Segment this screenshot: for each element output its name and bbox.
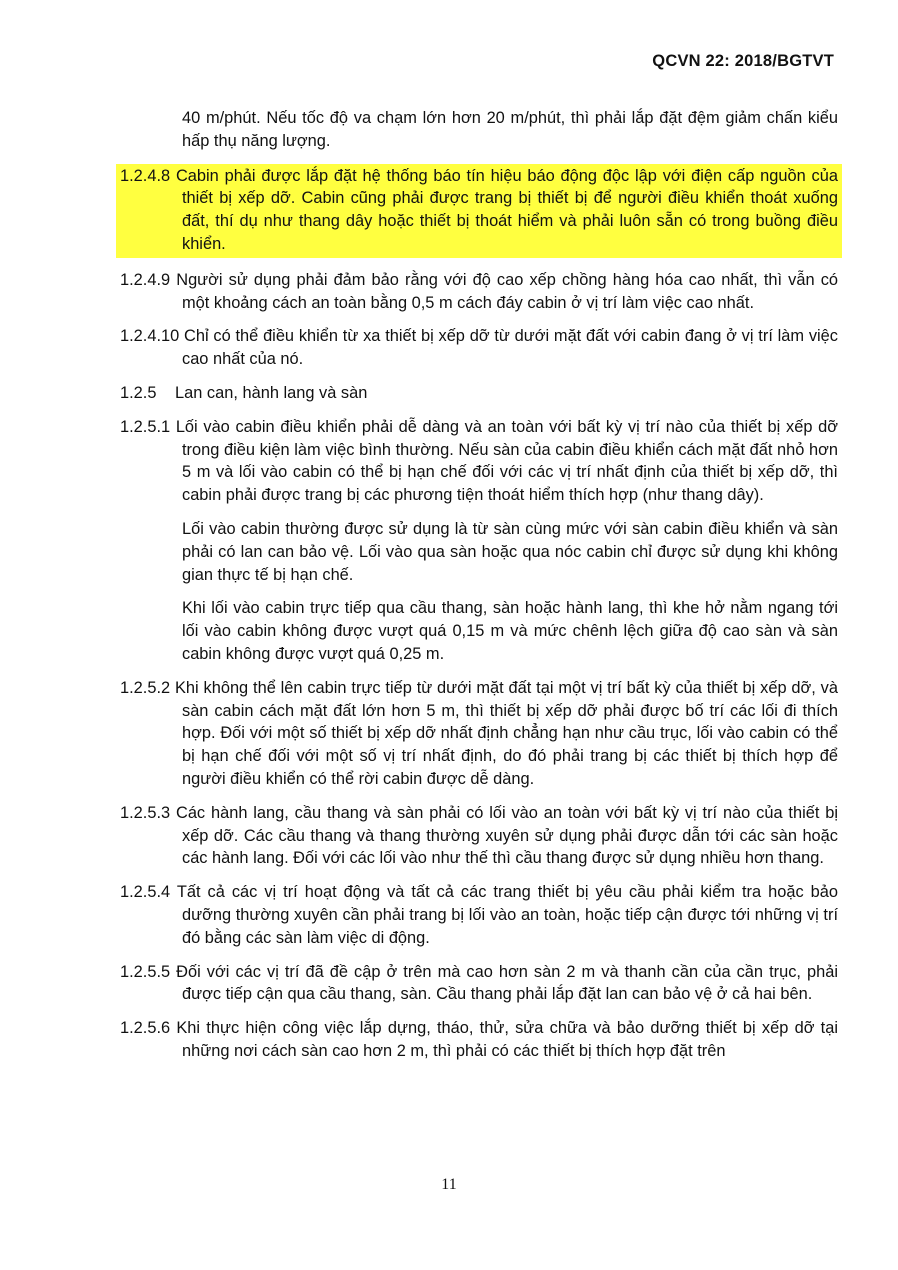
paragraph-continuation	[120, 107, 838, 153]
page-number: 11	[441, 1176, 457, 1193]
paragraph-text: Các hành lang, cầu thang và sàn phải có lối vào an toàn với bất kỳ vị trí nào của thiết bị xếp dỡ. Các cầu thang và thang thường xuyên sử dụng phải được dẫn tới các sàn hoặc các hành lang. Đối với các lối vào như thế thì cầu thang được sử dụng nhiều hơn thang.	[175, 803, 838, 868]
section-number: 1.2.5.2	[120, 678, 171, 697]
paragraph-1-2-5-5	[120, 961, 838, 1007]
paragraph-text: Cabin phải được lắp đặt hệ thống báo tín hiệu báo động độc lập với điện cấp nguồn của thiết bị xếp dỡ. Cabin cũng phải được trang bị thiết bị để người điều khiển thoát xuống đất, thí dụ như thang dây hoặc thiết bị thoát hiểm và phải luôn sẵn có trong buồng điều khiển.	[175, 166, 838, 253]
paragraph-1-2-4-9	[120, 269, 838, 315]
paragraph-text: Tất cả các vị trí hoạt động và tất cả các trang thiết bị yêu cầu phải kiểm tra hoặc bảo dưỡng thường xuyên cần phải trang bị lối vào an toàn, hoặc tiếp cận được tới những vị trí đó bằng các sàn làm việc di động.	[176, 883, 838, 947]
section-number: 1.2.5.4	[120, 883, 171, 902]
paragraph-text: Lối vào cabin điều khiển phải dễ dàng và an toàn với bất kỳ vị trí nào của thiết bị xếp dỡ trong điều kiện làm việc bình thường. Nếu sàn của cabin điều khiển cách mặt đất nhỏ hơn 5 m và lối vào cabin có thể bị hạn chế đối với các vị trí nhất định của thiết bị xếp dỡ, thì cabin phải được trang bị các phương tiện thoát hiểm thích hợp (như thang dây).	[175, 417, 838, 505]
section-number: 1.2.4.8	[120, 166, 171, 185]
document-code-header: QCVN 22: 2018/BGTVT	[652, 52, 834, 70]
section-number: 1.2.5.3	[120, 803, 171, 822]
paragraph-continuation	[120, 518, 838, 586]
paragraph-text: Lối vào cabin thường được sử dụng là từ sàn cùng mức với sàn cabin điều khiển và sàn phải có lan can bảo vệ. Lối vào qua sàn hoặc qua nóc cabin chỉ được sử dụng khi không gian thực tế bị hạn chế.	[182, 519, 838, 584]
paragraph-text: Khi thực hiện công việc lắp dựng, tháo, thử, sửa chữa và bảo dưỡng thiết bị xếp dỡ tại những nơi cách sàn cao hơn 2 m, thì phải có các thiết bị thích hợp đặt trên	[176, 1019, 838, 1060]
section-number: 1.2.5.5	[120, 962, 171, 981]
paragraph-1-2-4-10	[120, 325, 838, 371]
paragraph-text: Khi lối vào cabin trực tiếp qua cầu thang, sàn hoặc hành lang, thì khe hở nằm ngang tới lối vào cabin không được vượt quá 0,15 m và mức chênh lệch giữa độ cao sàn và sàn cabin không được vượt quá 0,25 m.	[182, 599, 838, 663]
paragraph-continuation	[120, 597, 838, 665]
paragraph-1-2-5-2	[120, 677, 838, 791]
document-body	[120, 107, 838, 1074]
paragraph-1-2-5-1	[120, 416, 838, 507]
paragraph-text: Khi không thể lên cabin trực tiếp từ dưới mặt đất tại một vị trí bất kỳ của thiết bị xếp dỡ, và sàn cabin cách mặt đất lớn hơn 5 m, thì thiết bị xếp dỡ phải được bố trí các lối đi thích hợp. Đối với một số thiết bị xếp dỡ nhất định chẳng hạn như cầu trục, lối vào cabin có thể bị hạn chế đối với một số vị trí nhất định, do đó phải trang bị các thiết bị thích hợp để người điều khiển có thể rời cabin được dễ dàng.	[174, 678, 838, 788]
paragraph-1-2-5-6	[120, 1017, 838, 1063]
paragraph-1-2-4-8-highlighted	[116, 164, 842, 258]
section-number: 1.2.4.10	[120, 327, 180, 346]
paragraph-text: Đối với các vị trí đã đề cập ở trên mà cao hơn sàn 2 m và thanh cần của cần trục, phải được tiếp cận qua cầu thang, sàn. Cầu thang phải lắp đặt lan can bảo vệ ở cả hai bên.	[176, 962, 838, 1004]
paragraph-text: Chỉ có thể điều khiển từ xa thiết bị xếp dỡ từ dưới mặt đất với cabin đang ở vị trí làm việc cao nhất của nó.	[182, 327, 838, 369]
section-title: Lan can, hành lang và sàn	[175, 383, 368, 402]
section-number: 1.2.4.9	[120, 270, 171, 289]
paragraph-1-2-5-4	[120, 881, 838, 949]
section-number: 1.2.5.1	[120, 417, 171, 436]
paragraph-1-2-5-3	[120, 802, 838, 870]
paragraph-text: 40 m/phút. Nếu tốc độ va chạm lớn hơn 20 m/phút, thì phải lắp đặt đệm giảm chấn kiểu hấp thụ năng lượng.	[182, 109, 838, 150]
section-number: 1.2.5.6	[120, 1019, 171, 1038]
section-number: 1.2.5	[120, 383, 157, 402]
paragraph-text: Người sử dụng phải đảm bảo rằng với độ cao xếp chồng hàng hóa cao nhất, thì vẫn có một khoảng cách an toàn bằng 0,5 m cách đáy cabin ở vị trí làm việc cao nhất.	[176, 270, 838, 312]
section-heading-1-2-5	[120, 382, 838, 405]
